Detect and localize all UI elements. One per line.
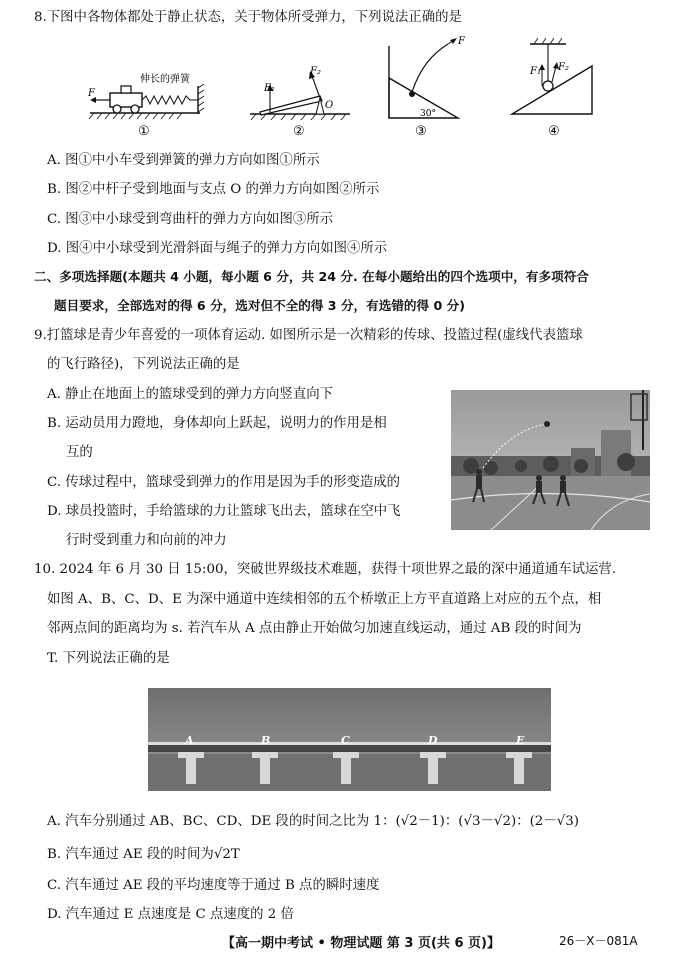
q10-option-a: A. 汽车分别通过 AB、BC、CD、DE 段的时间之比为 1：(√2－1)：(√3－√2)：(2－√3) xyxy=(47,814,579,829)
q10-option-d: D. 汽车通过 E 点速度是 C 点速度的 2 倍 xyxy=(47,907,294,922)
q9-option-b-cont: 互的 xyxy=(66,445,93,460)
q9-option-c: C. 传球过程中，篮球受到弹力的作用是因为手的形变造成的 xyxy=(47,475,401,490)
figure-3-incline-rod xyxy=(389,36,466,139)
q9-option-a: A. 静止在地面上的篮球受到的弹力方向竖直向下 xyxy=(47,387,333,402)
svg-text:F: F xyxy=(458,36,465,47)
q8-option-b: B. 图②中杆子受到地面与支点 O 的弹力方向如图②所示 xyxy=(47,182,380,197)
svg-text:伸长的弹簧: 伸长的弹簧 xyxy=(140,74,190,85)
svg-text:F₁: F₁ xyxy=(264,83,275,94)
svg-text:②: ② xyxy=(293,124,305,139)
bridge-point-d: D xyxy=(428,734,438,747)
footer-code: 26－X－081A xyxy=(559,934,638,948)
svg-text:F₁: F₁ xyxy=(530,66,541,77)
q8-stem: 8.下图中各物体都处于静止状态，关于物体所受弹力，下列说法正确的是 xyxy=(34,10,462,25)
q9-stem-line2: 的飞行路径)，下列说法正确的是 xyxy=(47,357,240,372)
q8-option-d: D. 图④中小球受到光滑斜面与绳子的弹力方向如图④所示 xyxy=(47,241,388,256)
q9-option-b: B. 运动员用力蹬地，身体却向上跃起，说明力的作用是相 xyxy=(47,416,387,431)
q9-stem-line1: 9.打篮球是青少年喜爱的一项体育运动. 如图所示是一次精彩的传球、投篮过程(虚线代表篮球 xyxy=(34,328,583,343)
basketball-photo xyxy=(451,390,650,530)
q10-option-b: B. 汽车通过 AE 段的时间为√2T xyxy=(47,847,240,862)
q10-stem-line2: 如图 A、B、C、D、E 为深中通道中连续相邻的五个桥墩正上方平直道路上对应的五个点，相 xyxy=(47,592,602,607)
section2-heading-line1: 二、多项选择题(本题共 4 小题，每小题 6 分，共 24 分. 在每小题给出的四个选项中，有多项符合 xyxy=(34,269,589,284)
svg-text:③: ③ xyxy=(415,124,427,139)
bridge-point-c: C xyxy=(341,734,350,747)
figure-2-rod xyxy=(250,66,350,139)
footer-page-info: 【高一期中考试 • 物理试题 第 3 页(共 6 页)】 xyxy=(222,936,500,951)
q9-option-d: D. 球员投篮时，手给篮球的力让篮球飞出去，篮球在空中飞 xyxy=(47,504,401,519)
svg-text:①: ① xyxy=(138,124,150,139)
q10-stem-line1: 10. 2024 年 6 月 30 日 15:00，突破世界级技术难题，获得十项世界之最的深中通道通车试运营. xyxy=(34,562,617,577)
svg-text:F₂: F₂ xyxy=(558,62,569,73)
q8-option-c: C. 图③中小球受到弯曲杆的弹力方向如图③所示 xyxy=(47,212,334,227)
bridge-point-b: B xyxy=(261,734,271,747)
figure-4-ball-rope xyxy=(500,36,610,144)
q10-stem-line4: T. 下列说法正确的是 xyxy=(47,651,170,666)
bridge-point-a: A xyxy=(185,734,194,747)
svg-text:O: O xyxy=(325,100,334,111)
figure-1-cart-spring xyxy=(87,72,204,139)
svg-text:F₂: F₂ xyxy=(310,66,321,77)
q10-stem-line3: 邻两点间的距离均为 s. 若汽车从 A 点由静止开始做匀加速直线运动，通过 AB 段的时间为 xyxy=(47,621,582,636)
svg-text:F: F xyxy=(88,88,95,99)
q10-option-c: C. 汽车通过 AE 段的平均速度等于通过 B 点的瞬时速度 xyxy=(47,878,380,893)
q8-option-a: A. 图①中小车受到弹簧的弹力方向如图①所示 xyxy=(47,153,320,168)
bridge-photo xyxy=(148,688,551,791)
svg-text:30°: 30° xyxy=(420,109,436,119)
bridge-point-e: E xyxy=(516,734,525,747)
svg-text:④: ④ xyxy=(548,124,560,139)
section2-heading-line2: 题目要求，全部选对的得 6 分，选对但不全的得 3 分，有选错的得 0 分) xyxy=(54,298,465,313)
q9-option-d-cont: 行时受到重力和向前的冲力 xyxy=(66,533,227,548)
q8-figures xyxy=(80,36,470,144)
